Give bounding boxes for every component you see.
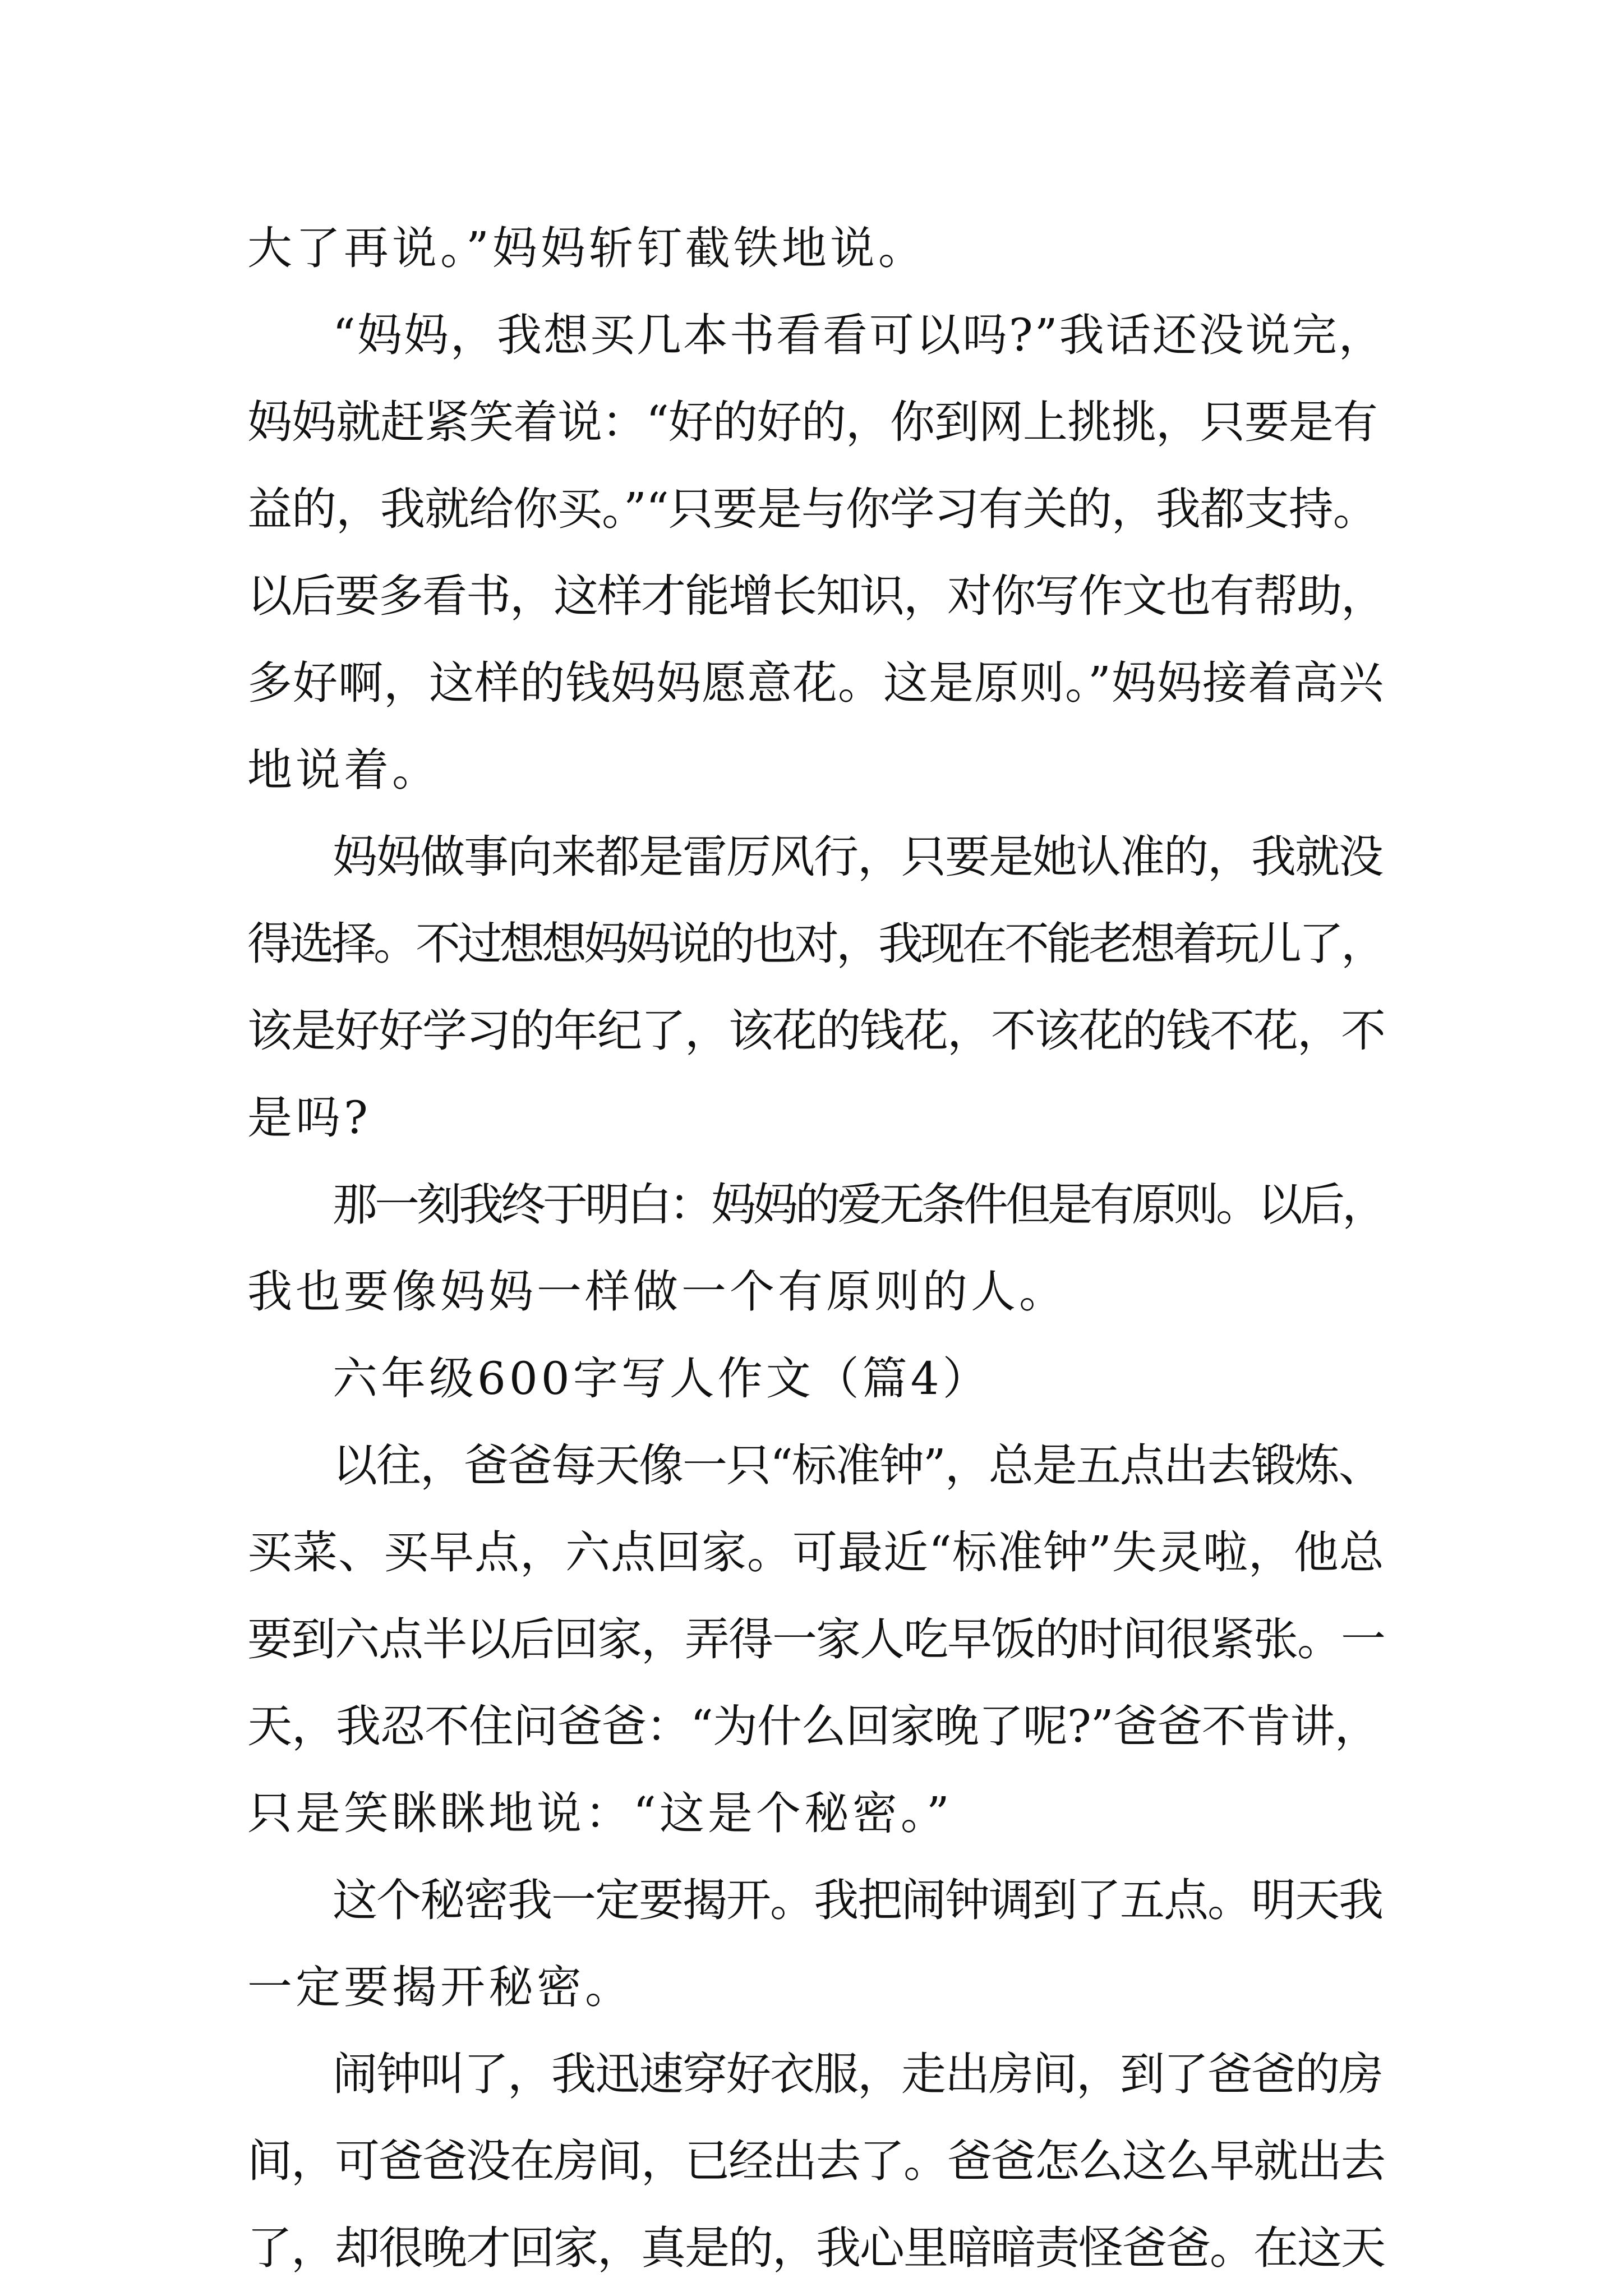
text-line: 那一刻我终于明白：妈妈的爱无条件但是有原则。以后， (333, 1179, 1384, 1231)
text-line: 大了再说。”妈妈斩钉截铁地说。 (247, 222, 926, 274)
text-line: 这个秘密我一定要揭开。我把闹钟调到了五点。明天我 (333, 1874, 1382, 1926)
text-line: 妈妈就赶紧笑着说：“好的好的，你到网上挑挑，只要是有 (247, 396, 1377, 448)
text-line: 是吗? (247, 1092, 371, 1144)
text-line: 以往，爸爸每天像一只“标准钟”，总是五点出去锻炼、 (333, 1439, 1382, 1492)
text-line: 以后要多看书，这样才能增长知识，对你写作文也有帮助， (247, 570, 1385, 622)
text-line: 益的，我就给你买。”“只要是与你学习有关的，我都支持。 (247, 483, 1377, 535)
text-line: 地说着。 (247, 744, 440, 796)
text-line: 妈妈做事向来都是雷厉风行，只要是她认准的，我就没 (333, 831, 1382, 883)
text-line: 一定要揭开秘密。 (247, 1961, 633, 2013)
text-line: 要到六点半以后回家，弄得一家人吃早饭的时间很紧张。一 (247, 1613, 1385, 1665)
text-line: 了，却很晚才回家，真是的，我心里暗暗责怪爸爸。在这天 (247, 2222, 1385, 2274)
text-line: 天，我忍不住问爸爸：“为什么回家晚了呢?”爸爸不肯讲， (247, 1700, 1379, 1752)
text-line: 闹钟叫了，我迅速穿好衣服，走出房间，到了爸爸的房 (333, 2048, 1382, 2100)
text-line: 只是笑眯眯地说：“这是个秘密。” (247, 1787, 953, 1839)
text-line: 得选择。不过想想妈妈说的也对，我现在不能老想着玩儿了， (247, 918, 1383, 970)
text-line: 间，可爸爸没在房间，已经出去了。爸爸怎么这么早就出去 (247, 2135, 1385, 2187)
text-line: “妈妈，我想买几本书看看可以吗?”我话还没说完， (333, 309, 1385, 361)
text-line: 买菜、买早点，六点回家。可最近“标准钟”失灵啦，他总 (247, 1526, 1385, 1579)
text-line: 我也要像妈妈一样做一个有原则的人。 (247, 1266, 1067, 1318)
text-line: 多好啊，这样的钱妈妈愿意花。这是原则。”妈妈接着高兴 (247, 657, 1384, 709)
text-line: 该是好好学习的年纪了，该花的钱花，不该花的钱不花，不 (247, 1005, 1385, 1057)
section-heading: 六年级600字写人作文（篇4） (333, 1352, 991, 1405)
